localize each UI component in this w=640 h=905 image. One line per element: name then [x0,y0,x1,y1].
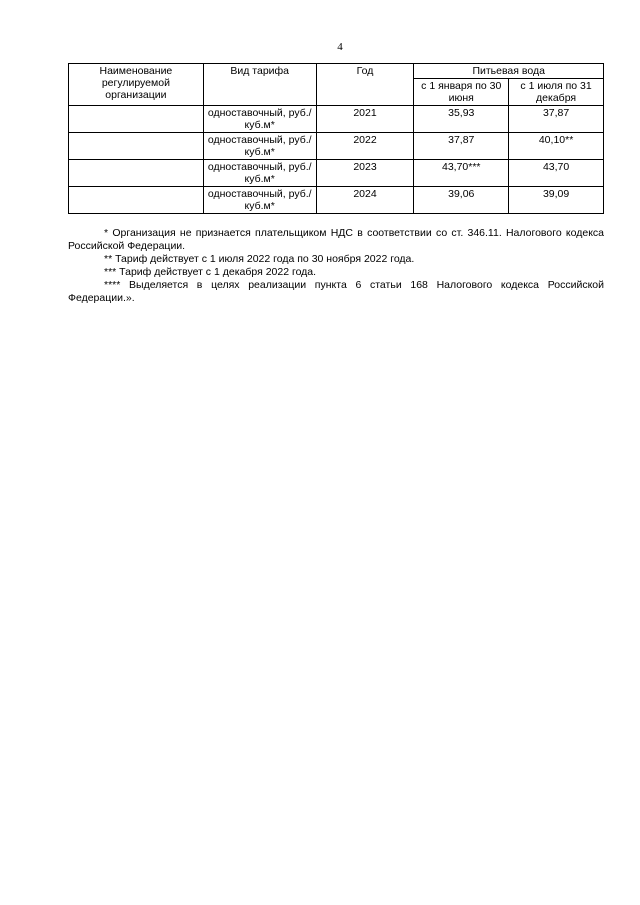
year-cell: 2024 [316,187,414,214]
footnote-tariff-period: ** Тариф действует с 1 июля 2022 года по 30 ноября 2022 года. [104,253,415,265]
header-period-2: с 1 июля по 31 декабря [509,79,604,106]
footnote-article-168: **** Выделяется в целях реализации пункта 6 статьи 168 Налогового кодекса Российской Федерации.». [68,279,604,304]
table-row [69,106,604,133]
tariff-type-cell: одноставочный, руб./куб.м* [203,160,316,187]
tariff-h2-cell: 37,87 [509,106,604,133]
table-header-row [69,64,604,79]
year-cell: 2022 [316,133,414,160]
footnotes [68,227,604,305]
tariff-h2-cell: 40,10** [509,133,604,160]
table-row [69,187,604,214]
tariff-h2-cell: 43,70 [509,160,604,187]
organization-cell [69,160,204,187]
organization-cell [69,133,204,160]
tariff-type-cell: одноставочный, руб./куб.м* [203,106,316,133]
header-year: Год [316,64,414,106]
tariff-table [68,63,604,214]
table-row [69,160,604,187]
header-period-1: с 1 января по 30 июня [414,79,509,106]
tariff-h1-cell: 35,93 [414,106,509,133]
organization-cell [69,187,204,214]
tariff-type-cell: одноставочный, руб./куб.м* [203,187,316,214]
organization-cell [69,106,204,133]
footnote-vat: * Организация не признается плательщиком НДС в соответствии со ст. 346.11. Налогового кодекса Российской Федерации. [68,227,604,252]
year-cell: 2021 [316,106,414,133]
page-number: 4 [337,41,343,53]
tariff-h2-cell: 39,09 [509,187,604,214]
tariff-h1-cell: 37,87 [414,133,509,160]
header-tariff-type: Вид тарифа [203,64,316,106]
footnote-tariff-december: *** Тариф действует с 1 декабря 2022 года. [104,266,317,278]
header-drinking-water: Питьевая вода [414,64,604,79]
year-cell: 2023 [316,160,414,187]
tariff-type-cell: одноставочный, руб./куб.м* [203,133,316,160]
tariff-h1-cell: 43,70*** [414,160,509,187]
table-row [69,133,604,160]
tariff-h1-cell: 39,06 [414,187,509,214]
header-organization: Наименование регулируемой организации [69,64,204,106]
